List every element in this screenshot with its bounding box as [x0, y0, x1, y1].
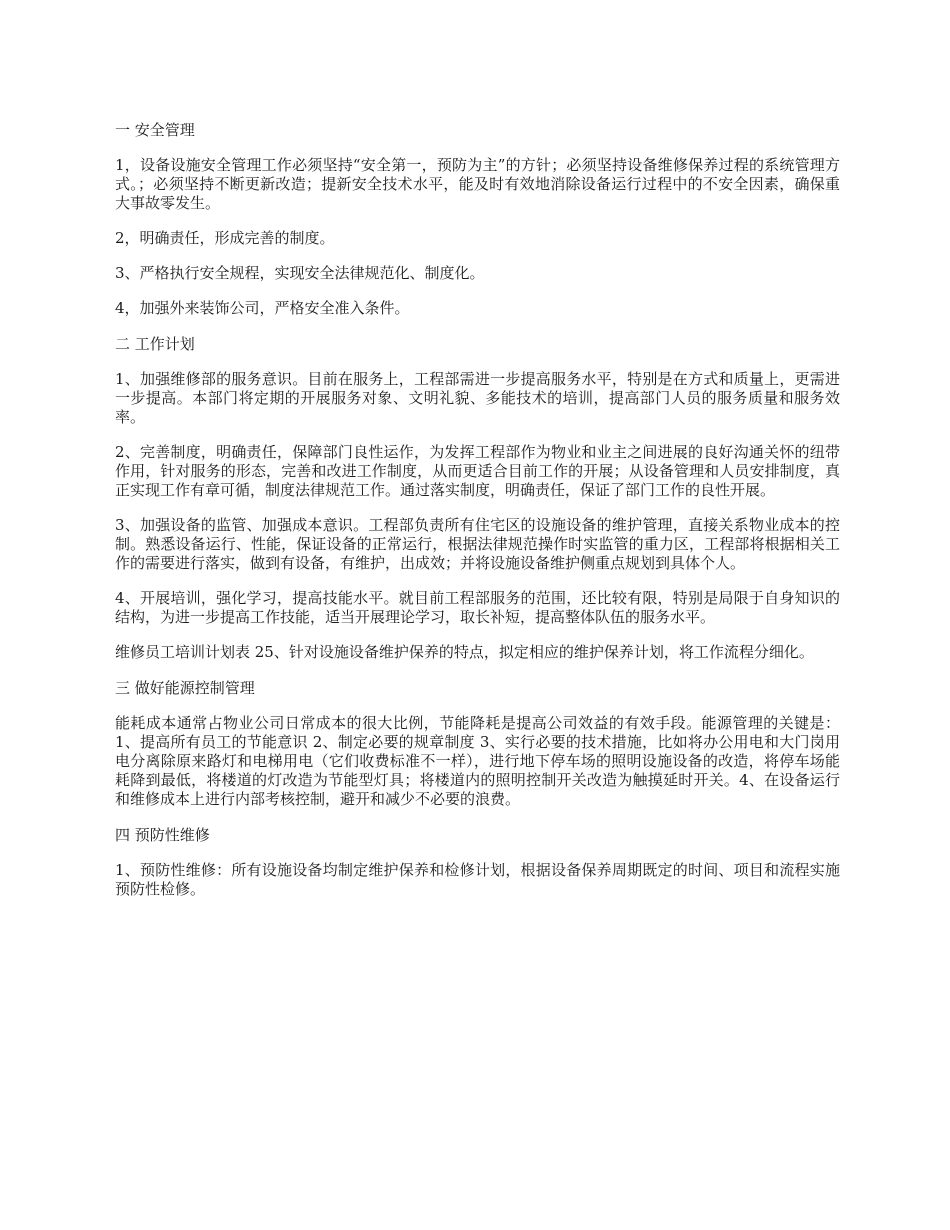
section-heading: 二 工作计划 [115, 335, 195, 353]
paragraph: 1，设备设施安全管理工作必须坚持“安全第一，预防为主”的方针；必须坚持设备维修保养过程的系统管理方式。；必须坚持不断更新改造；提新安全技术水平，能及时有效地消除设备运行过程中的不安全因素，确保重大事故零发生。 [115, 156, 840, 212]
paragraph: 4、开展培训，强化学习，提高技能水平。就目前工程部服务的范围，还比较有限，特别是局限于自身知识的结构，为进一步提高工作技能，适当开展理论学习，取长补短，提高整体队伍的服务水平。 [115, 589, 840, 626]
paragraph: 4，加强外来装饰公司，严格安全准入条件。 [115, 299, 410, 317]
section-energy-control [115, 678, 840, 809]
paragraph: 维修员工培训计划表 25、针对设施设备维护保养的特点，拟定相应的维护保养计划，将工作流程分细化。 [115, 643, 814, 661]
section-work-plan [115, 334, 840, 662]
section-preventive-maintenance [115, 825, 840, 899]
section-heading: 三 做好能源控制管理 [115, 679, 255, 697]
document-page [115, 120, 840, 915]
paragraph: 1、加强维修部的服务意识。目前在服务上，工程部需进一步提高服务水平，特别是在方式和质量上，更需进一步提高。本部门将定期的开展服务对象、文明礼貌、多能技术的培训，提高部门人员的服务质量和服务效率。 [115, 370, 840, 426]
section-heading: 一 安全管理 [115, 121, 195, 139]
paragraph: 3、严格执行安全规程，实现安全法律规范化、制度化。 [115, 264, 485, 282]
section-heading: 四 预防性维修 [115, 826, 210, 844]
paragraph: 2、完善制度，明确责任，保障部门良性运作，为发挥工程部作为物业和业主之间进展的良好沟通关怀的纽带作用，针对服务的形态，完善和改进工作制度，从而更适合目前工作的开展；从设备管理和人员安排制度，真正实现工作有章可循，制度法律规范工作。通过落实制度，明确责任，保证了部门工作的良性开展。 [115, 443, 840, 499]
section-safety-management [115, 120, 840, 318]
paragraph: 3、加强设备的监管、加强成本意识。工程部负责所有住宅区的设施设备的维护管理，直接关系物业成本的控制。熟悉设备运行、性能，保证设备的正常运行，根据法律规范操作时实监管的重力区，工程部将根据相关工作的需要进行落实，做到有设备，有维护，出成效；并将设施设备维护侧重点规划到具体个人。 [115, 516, 840, 572]
paragraph: 能耗成本通常占物业公司日常成本的很大比例，节能降耗是提高公司效益的有效手段。能源管理的关键是： 1、提高所有员工的节能意识 2、制定必要的规章制度 3、实行必要的技术措施，比如将办公用电和大门岗用电分离除原来路灯和电梯用电（它们收费标准不一样），进行地下停车场的照明设施设备的改造，将停车场能耗降到最低，将楼道的灯改造为节能型灯具；将楼道内的照明控制开关改造为触摸延时开关。4、在设备运行和维修成本上进行内部考核控制，避开和减少不必要的浪费。 [115, 714, 840, 808]
paragraph: 2，明确责任，形成完善的制度。 [115, 229, 335, 247]
paragraph: 1、预防性维修：所有设施设备均制定维护保养和检修计划，根据设备保养周期既定的时间、项目和流程实施预防性检修。 [115, 861, 840, 898]
